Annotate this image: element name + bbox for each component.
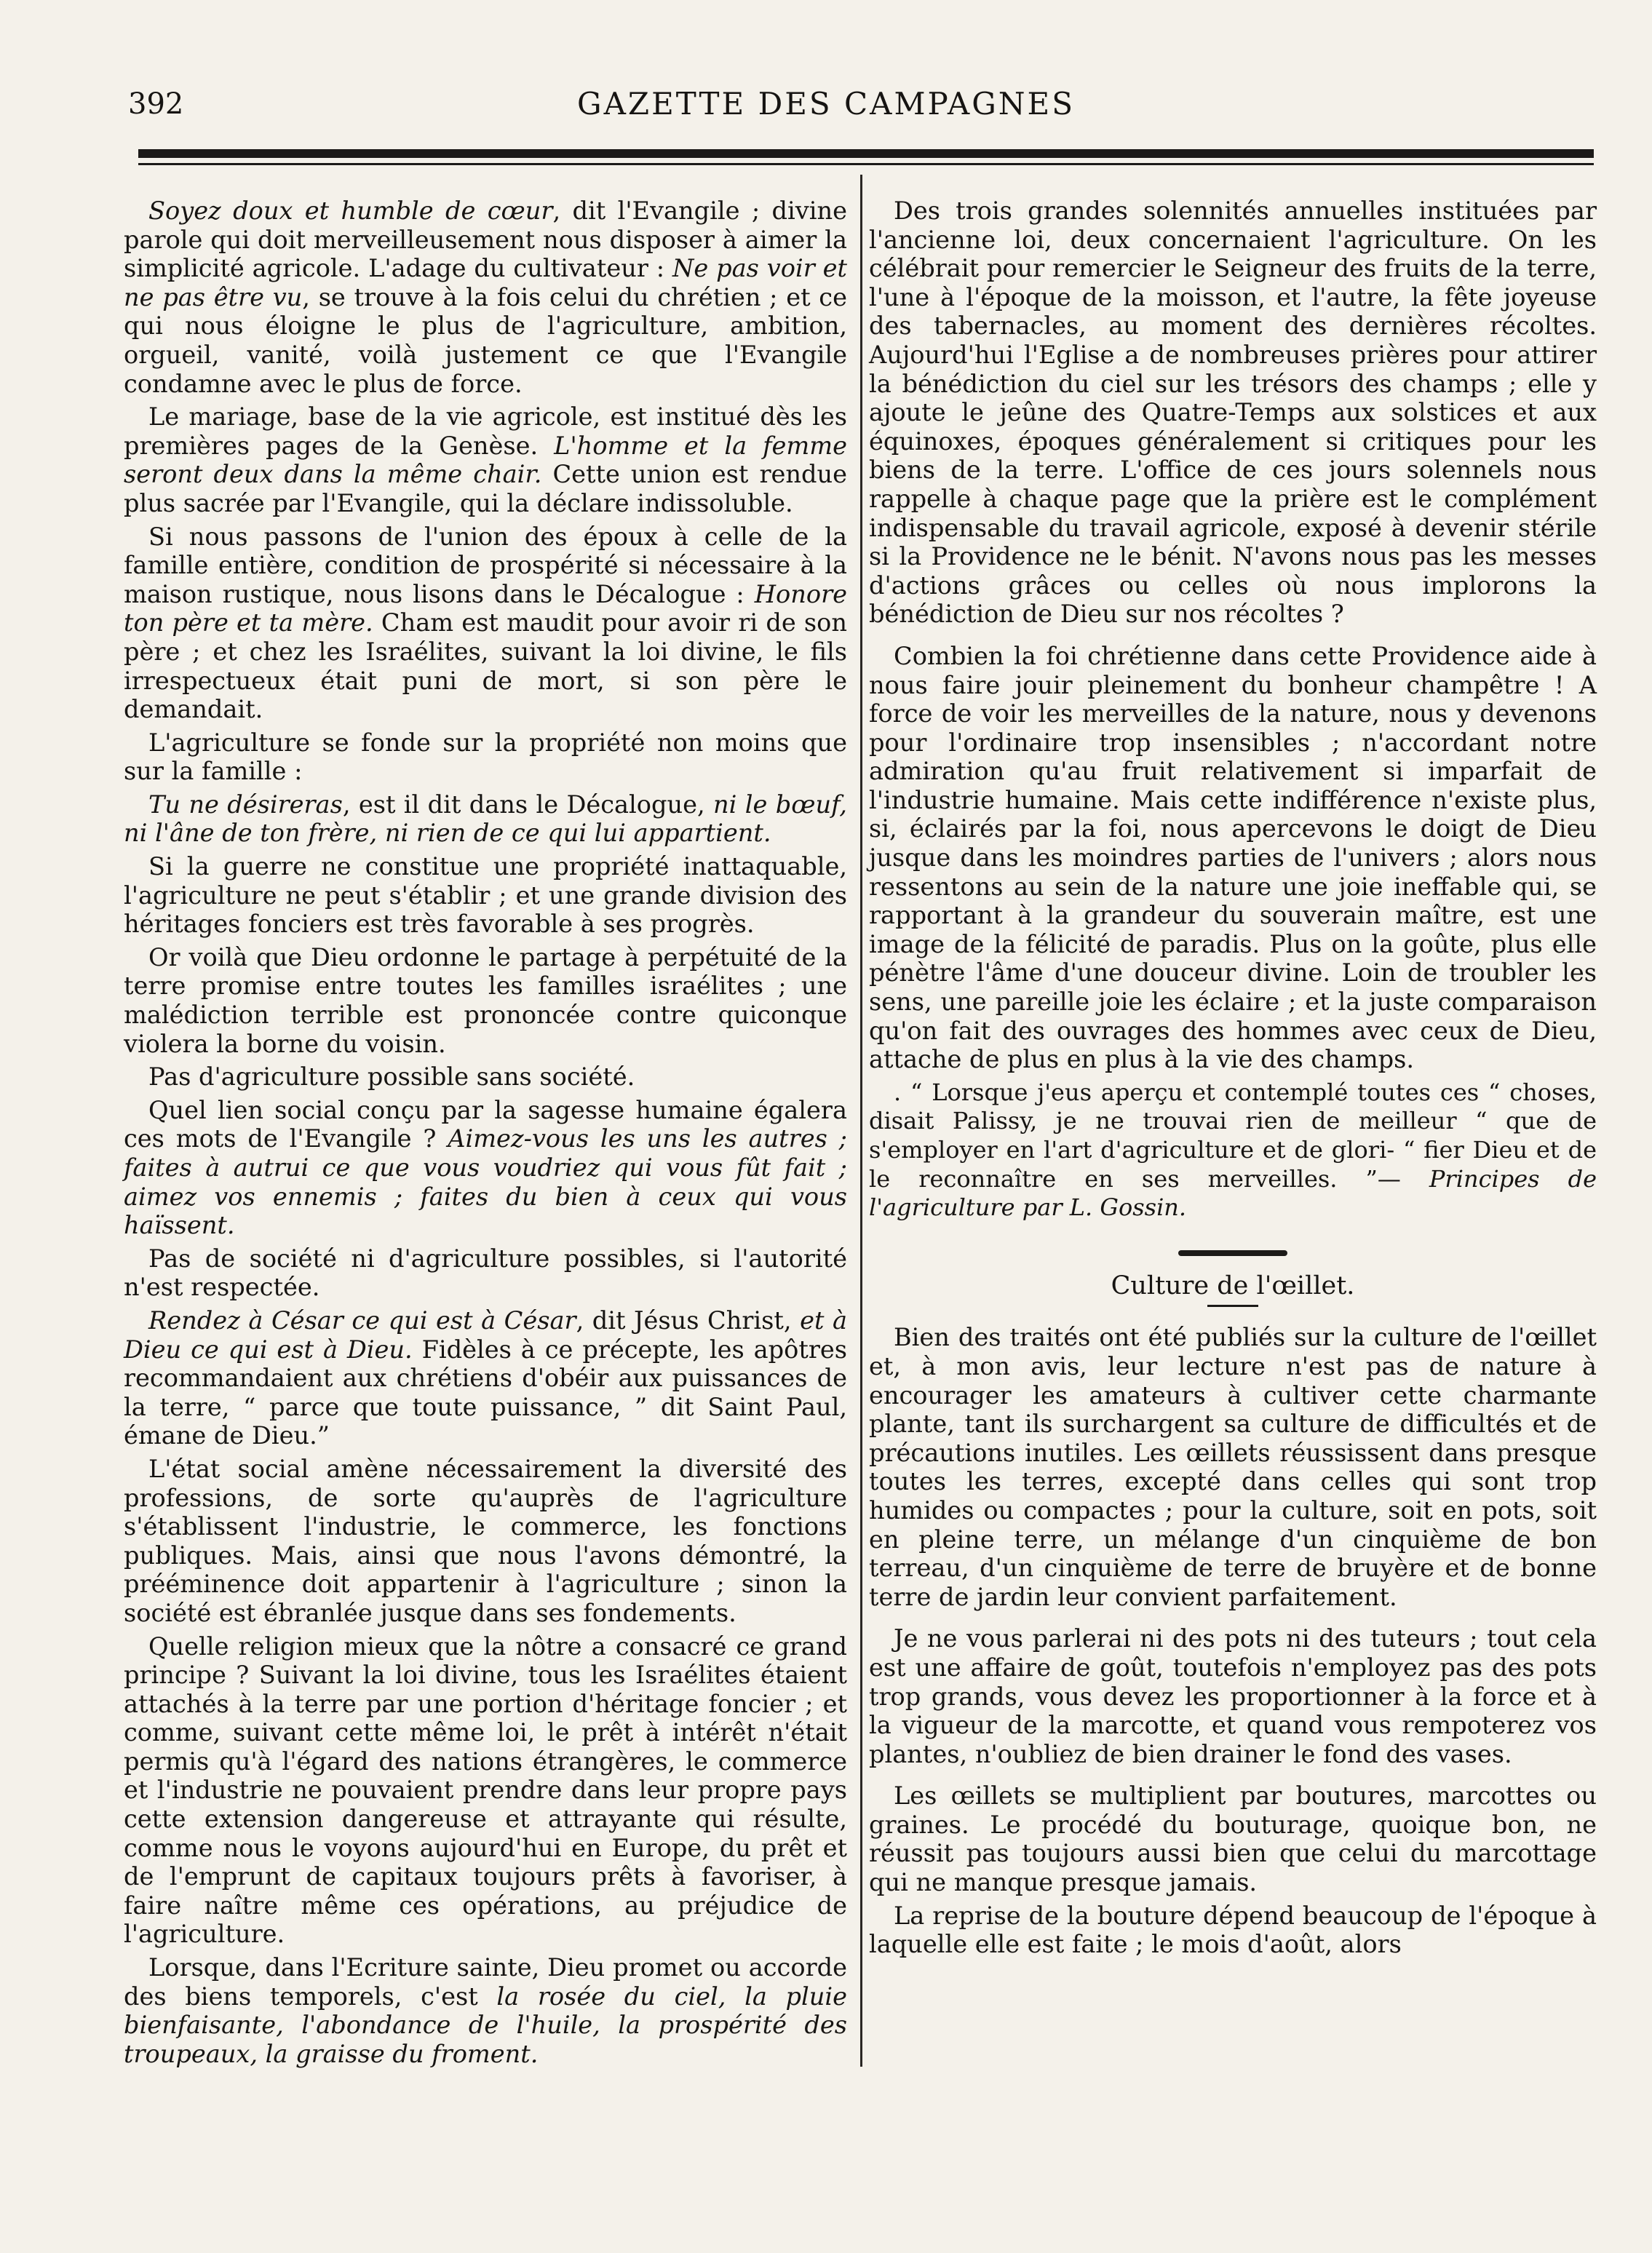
paragraph: Pas de société ni d'agriculture possibles, si l'autorité n'est respectée. [124, 1244, 847, 1302]
paragraph: Je ne vous parlerai ni des pots ni des tuteurs ; tout cela est une affaire de goût, toutefois n'employez pas des pots trop grands, vous devez les proportionner à la force et à la vigueur de la marcotte, et quand vous rempoterez vos plantes, n'oubliez de bien drainer le fond des vases. [869, 1624, 1597, 1768]
paragraph: L'agriculture se fonde sur la propriété non moins que sur la famille : [124, 728, 847, 786]
running-head: GAZETTE DES CAMPAGNES [577, 86, 1075, 122]
section-title-rule [1207, 1305, 1258, 1307]
header-rule-thin [138, 163, 1594, 165]
paragraph: La reprise de la bouture dépend beaucoup de l'époque à laquelle elle est faite ; le mois d'août, alors [869, 1901, 1597, 1959]
paragraph: Si la guerre ne constitue une propriété inattaquable, l'agriculture ne peut s'établir ; et une grande division des héritages fonciers est très favorable à ses progrès. [124, 852, 847, 939]
paragraph: Les œillets se multiplient par boutures, marcottes ou graines. Le procédé du bouturage, quoique bon, ne réussit pas toujours aussi bien que celui du marcottage qui ne manque presque jamais. [869, 1781, 1597, 1897]
paragraph: Soyez doux et humble de cœur, dit l'Evangile ; divine parole qui doit merveilleusement nous disposer à aimer la simplicité agricole. L'adage du cultivateur : Ne pas voir et ne pas être vu, se trouve à la fois celui du chrétien ; et ce qui nous éloigne le plus de l'agriculture, ambition, orgueil, vanité, voilà justement ce que l'Evangile condamne avec le plus de force. [124, 196, 848, 398]
paragraph: Tu ne désireras, est il dit dans le Décalogue, ni le bœuf, ni l'âne de ton frère, ni rien de ce qui lui appartient. [124, 790, 847, 848]
paragraph: Bien des traités ont été publiés sur la culture de l'œillet et, à mon avis, leur lecture n'est pas de nature à encourager les amateurs à cultiver cette charmante plante, tant ils surchargent sa culture de difficultés et de précautions inutiles. Les œillets réussissent dans presque toutes les terres, excepté dans celles qui sont trop humides ou compactes ; pour la culture, soit en pots, soit en pleine terre, un mélange d'un cinquième de bon terreau, d'un cinquième de terre de bruyère et de bonne terre de jardin leur convient parfaitement. [869, 1323, 1597, 1611]
palissy-quote: . “ Lorsque j'eus aperçu et contemplé toutes ces “ choses, disait Palissy, je ne trouvai rien de meilleur “ que de s'employer en l'art d'agriculture et de glori- “ fier Dieu et de le reconnaître en ses merveilles. ”— Principes de l'agriculture par L. Gossin. [869, 1078, 1597, 1222]
paragraph: Quelle religion mieux que la nôtre a consacré ce grand principe ? Suivant la loi divine, tous les Israélites étaient attachés à la terre par une portion d'héritage foncier ; et comme, suivant cette même loi, le prêt à intérêt n'était permis qu'à l'égard des nations étrangères, le commerce et l'industrie ne pouvaient prendre dans leur propre pays cette extension dangereuse et attrayante qui résulte, comme nous le voyons aujourd'hui en Europe, du prêt et de l'emprunt de capitaux toujours prêts à favoriser, à faire naître même ces opérations, au préjudice de l'agriculture. [124, 1632, 847, 1949]
paragraph: L'état social amène nécessairement la diversité des professions, de sorte qu'auprès de l'agriculture s'établissent l'industrie, le commerce, les fonctions publiques. Mais, ainsi que nous l'avons démontré, la prééminence doit appartenir à l'agriculture ; sinon la société est ébranlée jusque dans ses fondements. [124, 1454, 847, 1627]
paragraph: Combien la foi chrétienne dans cette Providence aide à nous faire jouir pleinement du bonheur champêtre ! A force de voir les merveilles de la nature, nous y devenons pour l'ordinaire trop insensibles ; n'accordant notre admiration qu'au fruit relativement si imparfait de l'industrie humaine. Mais cette indifférence n'existe plus, si, éclairés par la foi, nous apercevons le doigt de Dieu jusque dans les moindres parties de l'univers ; alors nous ressentons au sein de la nature une joie ineffable qui, se rapportant à la grandeur du souverain maître, est une image de la félicité de paradis. Plus on la goûte, plus elle pénètre l'âme d'une douceur divine. Loin de troubler les sens, une pareille joie les éclaire ; et la juste comparaison qu'on fait des ouvrages des hommes avec ceux de Dieu, attache de plus en plus à la vie des champs. [869, 641, 1597, 1074]
right-column [869, 196, 1597, 1963]
paragraph: Des trois grandes solennités annuelles instituées par l'ancienne loi, deux concernaient l'agriculture. On les célébrait pour remercier le Seigneur des fruits de la terre, l'une à l'époque de la moisson, et l'autre, la fête joyeuse des tabernacles, au moment des dernières récoltes. Aujourd'hui l'Eglise a de nombreuses prières pour attirer la bénédiction du ciel sur les trésors des champs ; elle y ajoute le jeûne des Quatre-Temps aux solstices et aux équinoxes, époques généralement si critiques pour les biens de la terre. L'office de ces jours solennels nous rappelle à chaque page que la prière est le complément indispensable du travail agricole, exposé à devenir stérile si la Providence ne le bénit. N'avons nous pas les messes d'actions grâces ou celles où nous implorons la bénédiction de Dieu sur nos récoltes ? [869, 196, 1597, 629]
left-column [124, 196, 847, 2073]
paragraph: Rendez à César ce qui est à César, dit Jésus Christ, et à Dieu ce qui est à Dieu. Fidèles à ce précepte, les apôtres recommandaient aux chrétiens d'obéir aux puissances de la terre, “ parce que toute puissance, ” dit Saint Paul, émane de Dieu.” [124, 1306, 848, 1450]
paragraph: Or voilà que Dieu ordonne le partage à perpétuité de la terre promise entre toutes les familles israélites ; une malédiction terrible est prononcée contre quiconque violera la borne du voisin. [124, 942, 847, 1058]
paragraph: Le mariage, base de la vie agricole, est institué dès les premières pages de la Genèse. L'homme et la femme seront deux dans la même chair. Cette union est rendue plus sacrée par l'Evangile, qui la déclare indissoluble. [124, 402, 847, 517]
paragraph: Lorsque, dans l'Ecriture sainte, Dieu promet ou accorde des biens temporels, c'est la rosée du ciel, la pluie bienfaisante, l'abondance de l'huile, la prospérité des troupeaux, la graisse du froment. [124, 1953, 847, 2068]
section-separator [1178, 1250, 1287, 1256]
quote-source: Principes de l'agriculture par L. Gossin. [869, 1164, 1597, 1222]
column-divider [860, 175, 862, 2067]
paragraph: Quel lien social conçu par la sagesse humaine égalera ces mots de l'Evangile ? Aimez-vous les uns les autres ; faites à autrui ce que vous voudriez qui vous fût fait ; aimez vos ennemis ; faites du bien à ceux qui vous haïssent. [124, 1095, 847, 1240]
paragraph: Pas d'agriculture possible sans société. [148, 1062, 635, 1092]
header-rule-thick [138, 149, 1594, 158]
paragraph: Si nous passons de l'union des époux à celle de la famille entière, condition de prospérité si nécessaire à la maison rustique, nous lisons dans le Décalogue : Honore ton père et ta mère. Cham est maudit pour avoir ri de son père ; et chez les Israélites, suivant la loi divine, le fils irrespectueux était puni de mort, si son père le demandait. [124, 522, 847, 724]
section-title: Culture de l'œillet. [1111, 1271, 1355, 1300]
page-number: 392 [128, 87, 184, 121]
